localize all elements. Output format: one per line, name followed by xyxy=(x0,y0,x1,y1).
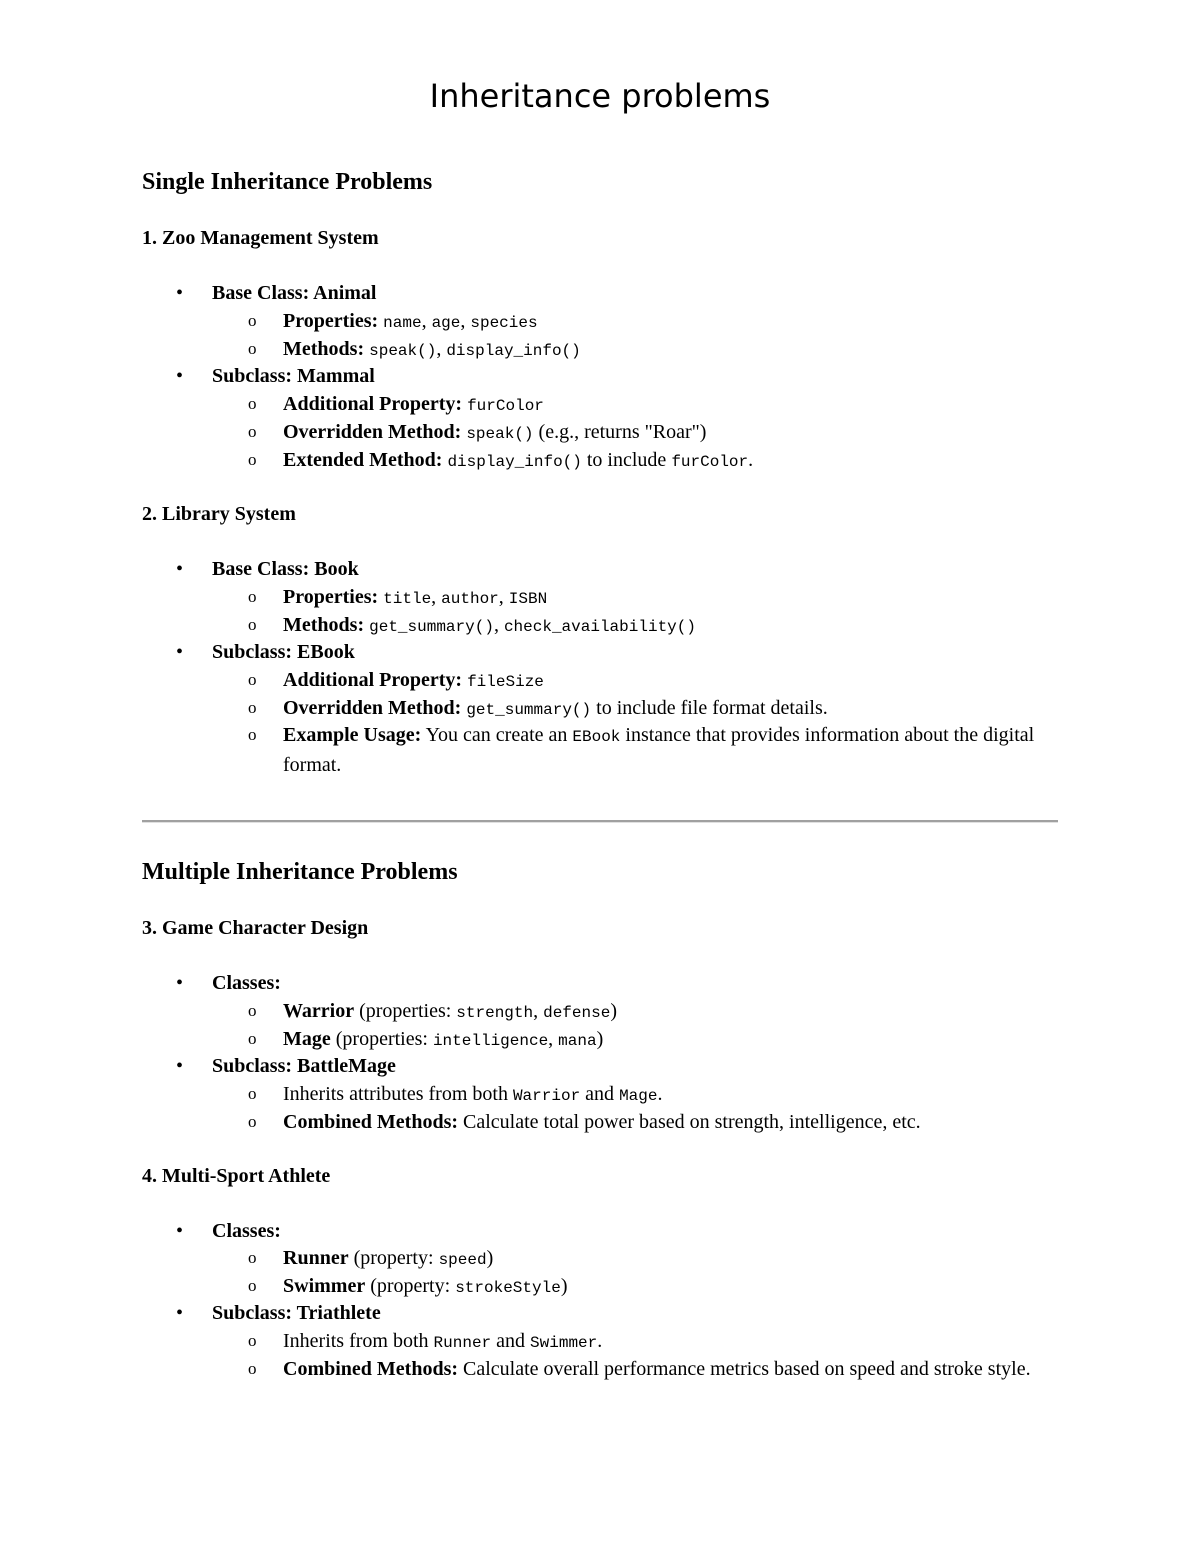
sub-bullet-icon: o xyxy=(248,1276,257,1295)
sub-bullet-icon: o xyxy=(248,394,257,413)
list-item-overridden-method: o Overridden Method: speak() (e.g., returns "Roar") xyxy=(283,418,1063,448)
sub-bullet-icon: o xyxy=(248,1248,257,1267)
sub-bullet-icon: o xyxy=(248,615,257,634)
bullet-icon: • xyxy=(176,1220,184,1242)
bullet-icon: • xyxy=(176,282,184,304)
list-item-classes: • Classes: xyxy=(176,972,281,994)
list-item-additional-property: o Additional Property: furColor xyxy=(283,390,1063,420)
sub-bullet-icon: o xyxy=(248,1331,257,1350)
list-item-base-class: • Base Class: Book xyxy=(176,558,359,580)
sub-bullet-icon: o xyxy=(248,450,257,469)
list-item-overridden-method: o Overridden Method: get_summary() to include file format details. xyxy=(283,694,1063,724)
list-item-methods: o Methods: get_summary(), check_availability() xyxy=(283,611,1063,641)
sub-bullet-icon: o xyxy=(248,1359,257,1378)
list-item-subclass: • Subclass: Mammal xyxy=(176,365,375,387)
list-item-subclass: • Subclass: EBook xyxy=(176,641,355,663)
section-heading-multiple: Multiple Inheritance Problems xyxy=(142,859,458,885)
sub-bullet-icon: o xyxy=(248,725,257,744)
list-item-mage: o Mage (properties: intelligence, mana) xyxy=(283,1025,1063,1055)
list-item-combined-methods: o Combined Methods: Calculate total power based on strength, intelligence, etc. xyxy=(283,1108,1063,1136)
list-item-warrior: o Warrior (properties: strength, defense) xyxy=(283,997,1063,1027)
sub-bullet-icon: o xyxy=(248,1029,257,1048)
list-item-additional-property: o Additional Property: fileSize xyxy=(283,666,1063,696)
list-item-extended-method: o Extended Method: display_info() to include furColor. xyxy=(283,446,1063,476)
bullet-icon: • xyxy=(176,1302,184,1324)
bullet-icon: • xyxy=(176,365,184,387)
sub-bullet-icon: o xyxy=(248,670,257,689)
sub-bullet-icon: o xyxy=(248,1084,257,1103)
problem-heading-zoo: 1. Zoo Management System xyxy=(142,227,379,249)
sub-bullet-icon: o xyxy=(248,1001,257,1020)
bullet-icon: • xyxy=(176,1055,184,1077)
sub-bullet-icon: o xyxy=(248,587,257,606)
list-item-example-usage: o Example Usage: You can create an EBook instance that provides information about the digital format. xyxy=(283,721,1063,779)
list-item-classes: • Classes: xyxy=(176,1220,281,1242)
list-item-combined-methods: o Combined Methods: Calculate overall performance metrics based on speed and stroke style. xyxy=(283,1355,1063,1383)
sub-bullet-icon: o xyxy=(248,339,257,358)
list-item-swimmer: o Swimmer (property: strokeStyle) xyxy=(283,1272,1063,1302)
list-item-runner: o Runner (property: speed) xyxy=(283,1244,1063,1274)
sub-bullet-icon: o xyxy=(248,311,257,330)
sub-bullet-icon: o xyxy=(248,698,257,717)
horizontal-rule xyxy=(142,820,1058,823)
list-item-subclass: • Subclass: BattleMage xyxy=(176,1055,396,1077)
bullet-icon: • xyxy=(176,641,184,663)
list-item-properties: o Properties: title, author, ISBN xyxy=(283,583,1063,613)
section-heading-single: Single Inheritance Problems xyxy=(142,169,433,195)
problem-heading-game: 3. Game Character Design xyxy=(142,917,369,939)
bullet-icon: • xyxy=(176,972,184,994)
list-item-inherits: o Inherits from both Runner and Swimmer. xyxy=(283,1327,1063,1357)
bullet-icon: • xyxy=(176,558,184,580)
list-item-properties: o Properties: name, age, species xyxy=(283,307,1063,337)
page-title: Inheritance problems xyxy=(429,77,771,115)
problem-heading-library: 2. Library System xyxy=(142,503,296,525)
sub-bullet-icon: o xyxy=(248,422,257,441)
list-item-base-class: • Base Class: Animal xyxy=(176,282,377,304)
problem-heading-athlete: 4. Multi-Sport Athlete xyxy=(142,1165,331,1187)
list-item-subclass: • Subclass: Triathlete xyxy=(176,1302,381,1324)
list-item-methods: o Methods: speak(), display_info() xyxy=(283,335,1063,365)
sub-bullet-icon: o xyxy=(248,1112,257,1131)
list-item-inherits: o Inherits attributes from both Warrior and Mage. xyxy=(283,1080,1063,1110)
